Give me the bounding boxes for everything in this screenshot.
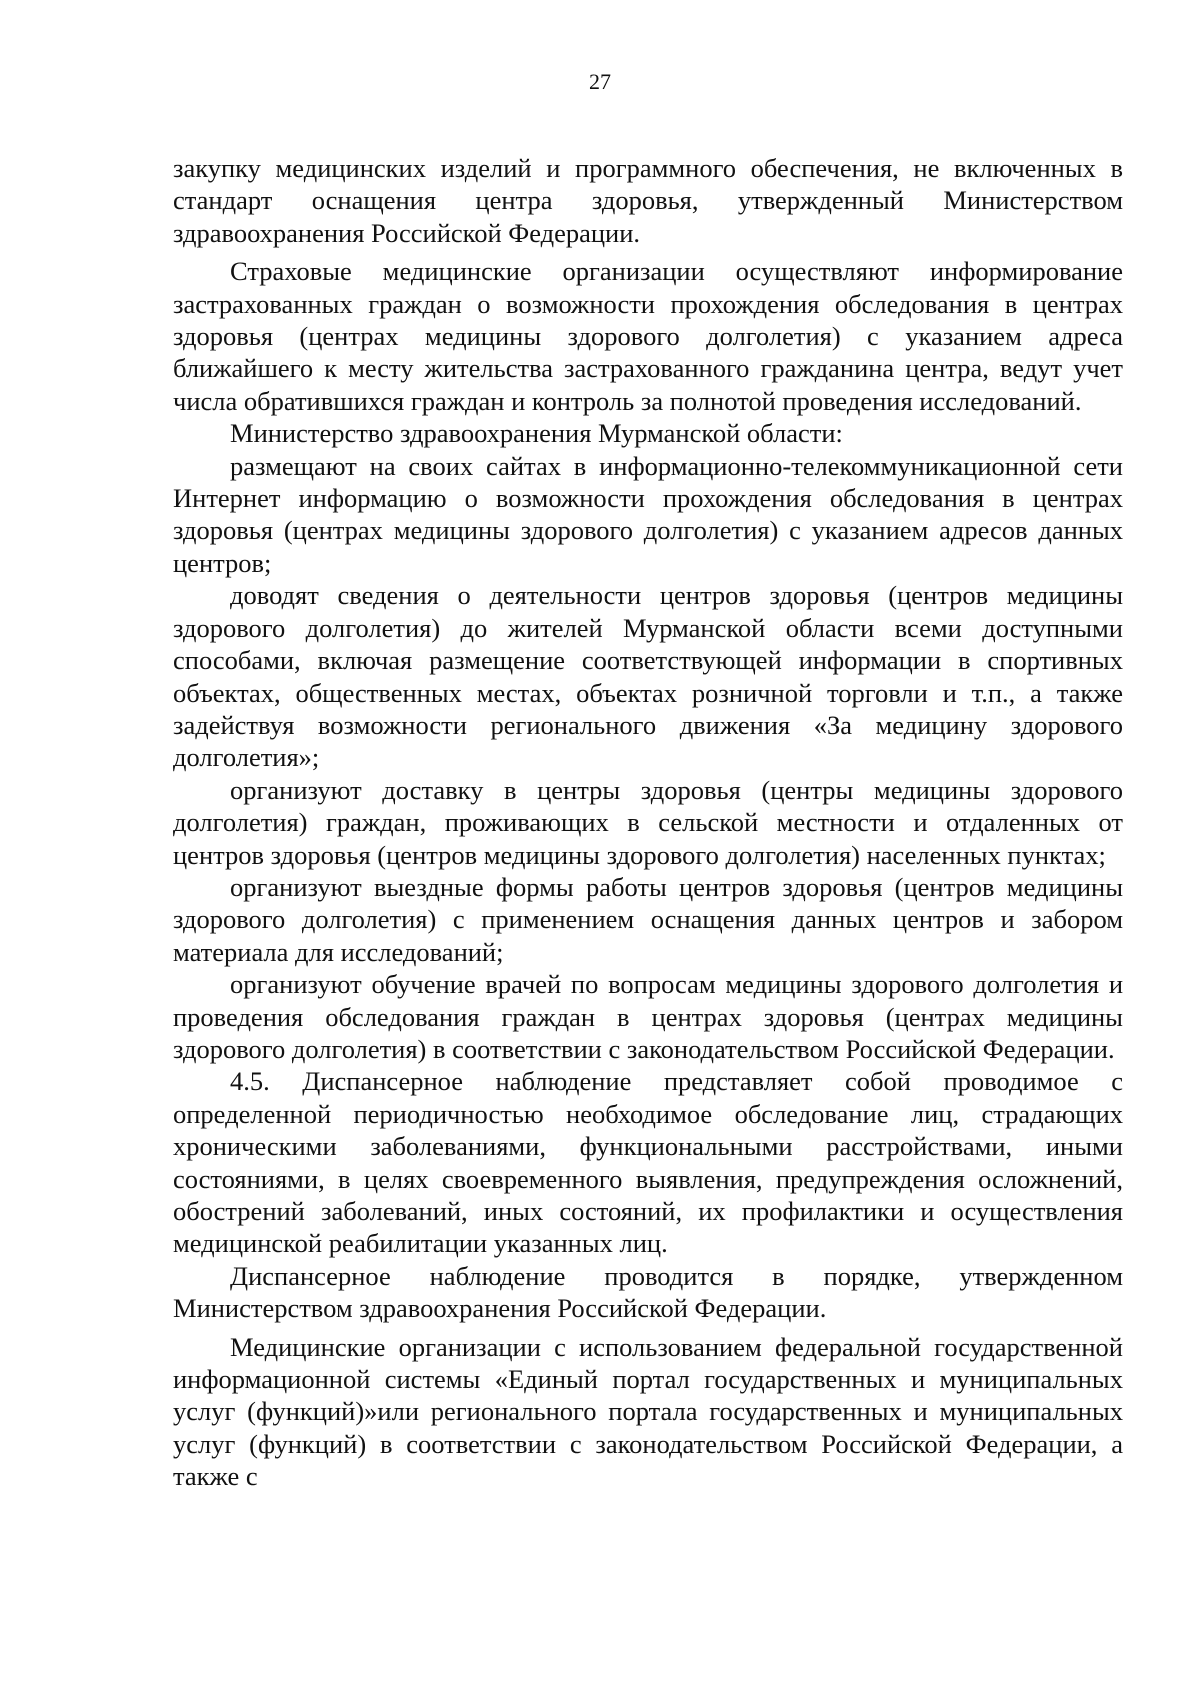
paragraph-informing-residents: доводят сведения о деятельности центров здоровья (центров медицины здорового долголетия) до жителей Мурманской области всеми доступными способами, включая размещение соответствующей информации в спортивных объектах, общественных местах, объектах розничной торговли и т.п., а также задействуя возможности регионального движения «За медицину здорового долголетия»; xyxy=(173,580,1123,773)
paragraph-insurance-organizations: Страховые медицинские организации осуществляют информирование застрахованных граждан о возможности прохождения обследования в центрах здоровья (центрах медицины здорового долголетия) с указанием адреса ближайшего к месту жительства застрахованного гражданина центра, ведут учет числа обратившихся граждан и контроль за полнотой проведения исследований. xyxy=(173,256,1123,416)
paragraph-ministry-heading: Министерство здравоохранения Мурманской области: xyxy=(230,418,843,449)
page-number: 27 xyxy=(589,69,611,94)
paragraph-dispensary-procedure: Диспансерное наблюдение проводится в порядке, утвержденном Министерством здравоохранения Российской Федерации. xyxy=(173,1260,1123,1324)
paragraph-section-4-5: 4.5. Диспансерное наблюдение представляет собой проводимое с определенной периодичностью необходимое обследование лиц, страдающих хроническими заболеваниями, функциональными расстройствами, иными состояниями, в целях своевременного выявления, предупреждения осложнений, обострений заболеваний, иных состояний, их профилактики и осуществления медицинской реабилитации указанных лиц. xyxy=(173,1066,1123,1259)
paragraph-equipment-purchase: закупку медицинских изделий и программного обеспечения, не включенных в стандарт оснащения центра здоровья, утвержденный Министерством здравоохранения Российской Федерации. xyxy=(173,153,1123,248)
paragraph-field-work: организуют выездные формы работы центров здоровья (центров медицины здорового долголетия) с применением оснащения данных центров и забором материала для исследований; xyxy=(173,871,1123,967)
paragraph-delivery: организуют доставку в центры здоровья (центры медицины здорового долголетия) граждан, проживающих в сельской местности и отдаленных от центров здоровья (центров медицины здорового долголетия) населенных пунктах; xyxy=(173,774,1123,870)
document-body xyxy=(173,152,1123,1493)
paragraph-medical-organizations: Медицинские организации с использованием федеральной государственной информационной системы «Единый портал государственных и муниципальных услуг (функций)»или регионального портала государственных и муниципальных услуг (функций) в соответствии с законодательством Российской Федерации, а также с xyxy=(173,1331,1123,1492)
paragraph-websites: размещают на своих сайтах в информационно-телекоммуникационной сети Интернет информацию о возможности прохождения обследования в центрах здоровья (центрах медицины здорового долголетия) с указанием адресов данных центров; xyxy=(173,450,1123,578)
paragraph-training: организуют обучение врачей по вопросам медицины здорового долголетия и проведения обследования граждан в центрах здоровья (центрах медицины здорового долголетия) в соответствии с законодательством Российской Федерации. xyxy=(173,969,1123,1064)
